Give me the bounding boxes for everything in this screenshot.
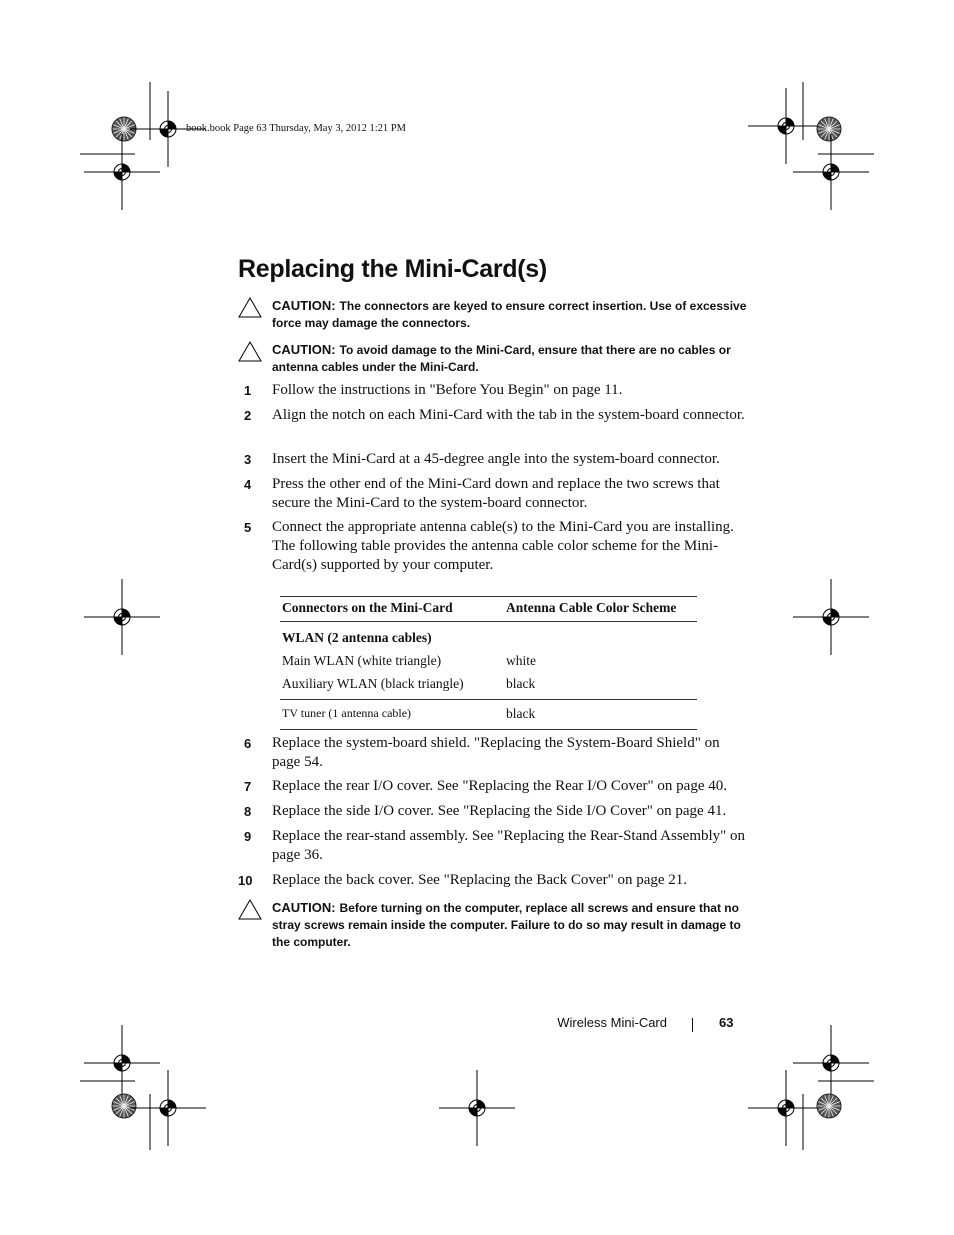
step-number: 9 (244, 829, 252, 844)
caution-label: CAUTION: (272, 900, 336, 915)
step-10 (238, 871, 748, 890)
step-text: Follow the instructions in "Before You Begin" on page 11. (272, 382, 623, 398)
caution-triangle-icon (238, 297, 262, 318)
connector-cell: Auxiliary WLAN (black triangle) (282, 675, 464, 691)
step-number: 6 (244, 736, 252, 751)
table-header-row (280, 597, 697, 622)
step-5 (238, 518, 748, 575)
step-6 (238, 734, 748, 772)
table-group-row (280, 622, 697, 650)
step-text: Align the notch on each Mini-Card with the tab in the system-board connector. (272, 407, 745, 423)
step-number: 8 (244, 804, 252, 819)
step-number: 1 (244, 383, 252, 398)
footer-separator (692, 1018, 693, 1032)
wlan-group-label: WLAN (2 antenna cables) (282, 629, 432, 645)
step-7 (238, 777, 748, 796)
step-text: Replace the side I/O cover. See "Replacing the Side I/O Cover" on page 41. (272, 803, 727, 819)
step-text: Replace the rear-stand assembly. See "Replacing the Rear-Stand Assembly" on page 36. (272, 828, 746, 863)
caution-triangle-icon (238, 899, 262, 920)
page-number: 63 (719, 1015, 734, 1030)
color-cell: black (506, 705, 536, 721)
table-row (280, 700, 697, 730)
step-4 (238, 475, 748, 513)
step-number: 7 (244, 779, 252, 794)
caution-text: To avoid damage to the Mini-Card, ensure that there are no cables or antenna cables under the Mini-Card. (272, 343, 731, 374)
step-2 (238, 406, 748, 425)
caution-note-1 (238, 297, 748, 332)
step-text: Connect the appropriate antenna cable(s) to the Mini-Card you are installing. The following table provides the antenna cable color scheme for the Mini-Card(s) supported by your computer. (272, 519, 734, 573)
connector-cell: Main WLAN (white triangle) (282, 652, 442, 668)
step-text: Insert the Mini-Card at a 45-degree angle into the system-board connector. (272, 451, 720, 467)
footer-section-title: Wireless Mini-Card (557, 1015, 667, 1030)
antenna-cable-table (280, 596, 697, 730)
caution-note-3 (238, 899, 748, 951)
step-text: Replace the rear I/O cover. See "Replacing the Rear I/O Cover" on page 40. (272, 778, 727, 794)
color-cell: black (506, 675, 536, 691)
caution-label: CAUTION: (272, 342, 336, 357)
step-number: 4 (244, 477, 252, 492)
step-number: 2 (244, 408, 252, 423)
caution-triangle-icon (238, 341, 262, 362)
step-text: Press the other end of the Mini-Card down and replace the two screws that secure the Mini-Card to the system-board connector. (272, 476, 720, 511)
color-cell: white (506, 652, 536, 668)
step-9 (238, 827, 748, 865)
step-number: 10 (238, 873, 253, 888)
column-header-color-scheme: Antenna Cable Color Scheme (506, 600, 677, 615)
step-text: Replace the back cover. See "Replacing the Back Cover" on page 21. (272, 872, 688, 888)
caution-label: CAUTION: (272, 298, 336, 313)
step-number: 3 (244, 452, 252, 467)
table-row (280, 649, 697, 672)
column-header-connectors: Connectors on the Mini-Card (282, 600, 453, 615)
connector-cell: TV tuner (1 antenna cable) (282, 706, 412, 720)
step-number: 5 (244, 520, 252, 535)
step-1 (238, 381, 748, 400)
caution-text: The connectors are keyed to ensure correct insertion. Use of excessive force may damage the connectors. (272, 299, 747, 330)
step-8 (238, 802, 748, 821)
print-header: book.book Page 63 Thursday, May 3, 2012 1:21 PM (186, 123, 406, 134)
step-3 (238, 450, 748, 469)
step-text: Replace the system-board shield. "Replacing the System-Board Shield" on page 54. (272, 735, 720, 770)
caution-note-2 (238, 341, 748, 376)
page-title: Replacing the Mini-Card(s) (238, 255, 547, 283)
caution-text: Before turning on the computer, replace all screws and ensure that no stray screws remain inside the computer. Failure to do so may result in damage to the computer. (272, 901, 741, 949)
table-row (280, 672, 697, 700)
